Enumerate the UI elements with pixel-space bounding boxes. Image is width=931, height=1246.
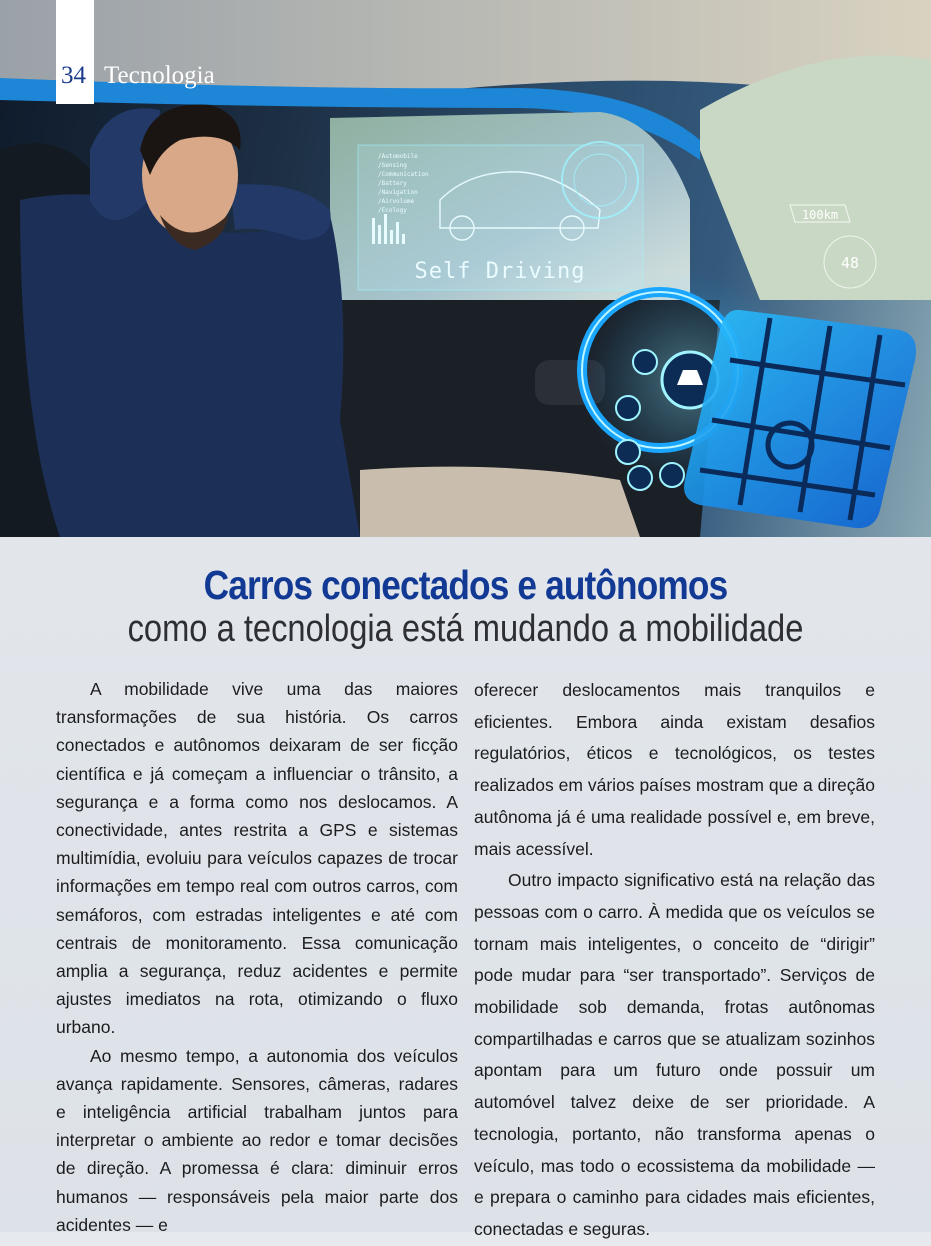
paragraph: Outro impacto significativo está na relação das pessoas com o carro. À medida que os veículos se tornam mais inteligentes, o conceito de “dirigir” pode mudar para “ser transportado”. Serviços de mobilidade sob demanda, frotas autônomas compartilhadas e carros que se atualizam sozinhos apontam para um futuro onde possuir um automóvel talvez deixe de ser prioridade. A tecnologia, portanto, não transforma apenas o veículo, mas todo o ecossistema da mobilidade — e prepara o caminho para cidades mais eficientes, conectadas e seguras.: [474, 870, 875, 1239]
article-subtitle: como a tecnologia está mudando a mobilidade: [127, 608, 804, 650]
hud-menu: /Automobile /Sensing /Communication /Battery /Navigation /Airvolume /Ecology: [378, 153, 429, 214]
section-name: Tecnologia: [104, 62, 215, 89]
article-column-left: [56, 675, 458, 1239]
location-pin-icon: [616, 396, 640, 420]
paragraph: A mobilidade vive uma das maiores transformações de sua história. Os carros conectados e autônomos deixaram de ser ficção científica e já começam a influenciar o trânsito, a segurança e a forma como nos deslocamos. A conectividade, antes restrita a GPS e sistemas multimídia, evoluiu para veículos capazes de trocar informações em tempo real com outros carros, com semáforos, com estradas inteligentes e até com centrais de monitoramento. Essa comunicação amplia a segurança, reduz acidentes e permite ajustes imediatos na rota, otimizando o fluxo urbano.: [56, 679, 458, 1038]
wifi-icon: [633, 350, 657, 374]
hud-label: Self Driving: [414, 259, 586, 284]
navigation-map: [684, 310, 916, 528]
page-number: 34: [61, 62, 86, 89]
paragraph: Ao mesmo tempo, a autonomia dos veículos avança rapidamente. Sensores, câmeras, radares e inteligência artificial trabalham juntos para interpretar o ambiente ao redor e tomar decisões de direção. A promessa é clara: diminuir erros humanos — responsáveis pela maior parte dos acidentes — e: [56, 1045, 458, 1235]
self-driving-hud: [358, 142, 643, 290]
battery-icon: [660, 463, 684, 487]
article-column-right: [474, 675, 875, 1246]
fuel-icon: [616, 440, 640, 464]
dial-readout: 48: [840, 254, 860, 272]
paragraph: oferecer deslocamentos mais tranquilos e eficientes. Embora ainda existam desafios regulatórios, éticos e tecnológicos, os testes realizados em vários países mostram que a direção autônoma já é uma realidade possível e, em breve, mais acessível.: [474, 680, 875, 859]
phone-icon: [628, 466, 652, 490]
article-title: Carros conectados e autônomos: [203, 562, 728, 608]
speed-readout: 100km: [801, 208, 839, 222]
windshield: [700, 56, 931, 300]
